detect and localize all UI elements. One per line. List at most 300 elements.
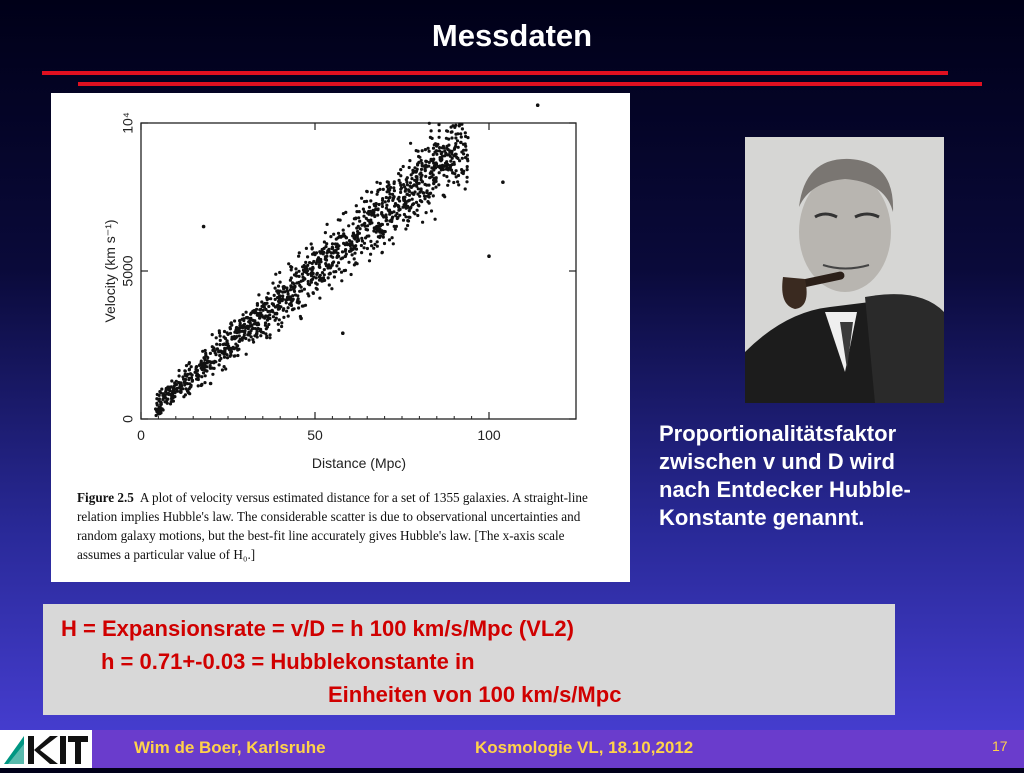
data-point xyxy=(273,294,276,297)
data-point xyxy=(282,285,285,288)
y-tick-label: 5000 xyxy=(119,255,136,287)
data-point xyxy=(345,253,348,256)
data-point xyxy=(303,288,306,291)
data-point xyxy=(290,266,293,269)
data-point xyxy=(380,231,383,234)
data-point xyxy=(326,223,329,226)
data-point xyxy=(187,378,190,381)
data-point xyxy=(432,181,435,184)
data-point xyxy=(202,225,206,229)
data-point xyxy=(280,321,283,324)
data-point xyxy=(421,221,424,224)
data-point xyxy=(342,232,345,235)
data-point xyxy=(329,272,332,275)
data-point xyxy=(325,242,328,245)
data-point xyxy=(363,222,366,225)
data-point xyxy=(344,243,347,246)
data-point xyxy=(338,268,341,271)
data-point xyxy=(412,184,415,187)
data-point xyxy=(255,330,258,333)
data-point xyxy=(305,247,308,250)
data-point xyxy=(356,235,359,238)
data-point xyxy=(233,347,236,350)
data-point xyxy=(378,203,381,206)
data-point xyxy=(211,333,214,336)
data-point xyxy=(238,340,241,343)
data-point xyxy=(397,204,400,207)
data-point xyxy=(369,199,372,202)
data-point xyxy=(415,149,418,152)
data-point xyxy=(334,251,337,254)
data-point xyxy=(218,359,221,362)
data-point xyxy=(442,174,445,177)
data-point xyxy=(302,279,305,282)
data-point xyxy=(211,345,214,348)
data-point xyxy=(245,353,248,356)
data-point xyxy=(168,389,171,392)
data-point xyxy=(358,220,361,223)
data-point xyxy=(324,262,327,265)
data-point xyxy=(342,229,345,232)
data-point xyxy=(179,381,182,384)
data-point xyxy=(281,294,284,297)
data-point xyxy=(172,395,175,398)
data-point xyxy=(331,246,334,249)
data-point xyxy=(408,159,411,162)
data-point xyxy=(385,196,388,199)
data-point xyxy=(355,210,358,213)
data-point xyxy=(230,321,233,324)
data-point xyxy=(402,165,405,168)
data-point xyxy=(284,298,287,301)
data-point xyxy=(301,276,304,279)
data-point xyxy=(406,206,409,209)
data-point xyxy=(282,307,285,310)
data-point xyxy=(451,171,454,174)
data-point xyxy=(340,279,343,282)
data-point xyxy=(452,181,455,184)
data-point xyxy=(281,291,284,294)
data-point xyxy=(297,270,300,273)
data-point xyxy=(464,142,467,145)
data-point xyxy=(408,216,411,219)
data-point xyxy=(265,335,268,338)
data-point xyxy=(332,260,335,263)
data-point xyxy=(464,187,467,190)
data-point xyxy=(209,382,213,386)
data-point xyxy=(456,180,459,183)
data-point xyxy=(421,180,424,183)
data-point xyxy=(226,342,229,345)
data-point xyxy=(217,350,220,353)
data-point xyxy=(394,228,397,231)
data-point xyxy=(415,201,418,204)
data-point xyxy=(381,214,384,217)
data-point xyxy=(420,159,423,162)
data-point xyxy=(226,333,229,336)
data-point xyxy=(181,387,184,390)
data-point xyxy=(424,164,427,167)
data-point xyxy=(442,168,445,171)
data-point xyxy=(409,142,412,145)
data-point xyxy=(218,363,221,366)
data-point xyxy=(360,244,363,247)
data-point xyxy=(420,174,423,177)
data-point xyxy=(275,305,278,308)
data-point xyxy=(447,167,450,170)
data-point xyxy=(184,373,187,376)
data-point xyxy=(246,316,249,319)
photo-portrait-icon xyxy=(745,137,944,403)
data-point xyxy=(214,353,217,356)
data-point xyxy=(403,205,406,208)
data-point xyxy=(536,103,540,107)
data-point xyxy=(464,131,467,134)
data-point xyxy=(428,195,431,198)
formula-line-3: Einheiten von 100 km/s/Mpc xyxy=(328,682,622,707)
data-point xyxy=(178,369,181,372)
data-point xyxy=(278,318,281,321)
data-point xyxy=(336,236,339,239)
data-point xyxy=(423,197,426,200)
data-point xyxy=(407,189,410,192)
data-point xyxy=(287,292,290,295)
data-point xyxy=(259,328,262,331)
data-point xyxy=(203,365,206,368)
data-point xyxy=(306,264,309,267)
data-point xyxy=(279,281,282,284)
data-point xyxy=(409,181,412,184)
data-point xyxy=(254,321,257,324)
data-point xyxy=(272,315,275,318)
data-point xyxy=(256,302,259,305)
data-point xyxy=(449,160,452,163)
data-point xyxy=(218,354,221,357)
data-point xyxy=(428,150,431,153)
data-point xyxy=(315,287,318,290)
data-point xyxy=(443,149,446,152)
data-point xyxy=(204,374,207,377)
data-point xyxy=(413,166,416,169)
data-point xyxy=(229,351,232,354)
data-point xyxy=(460,168,463,171)
footer-author: Wim de Boer, Karlsruhe xyxy=(134,738,326,757)
data-point xyxy=(434,186,437,189)
data-point xyxy=(236,344,239,347)
data-point xyxy=(238,319,241,322)
data-point xyxy=(228,348,231,351)
data-point xyxy=(432,147,435,150)
data-point xyxy=(411,169,414,172)
data-point xyxy=(274,319,277,322)
data-point xyxy=(255,308,258,311)
data-point xyxy=(392,242,395,245)
data-point xyxy=(457,183,460,186)
data-point xyxy=(242,317,245,320)
data-point xyxy=(285,301,288,304)
footer-course: Kosmologie VL, 18.10,2012 xyxy=(475,738,694,757)
data-point xyxy=(311,247,314,250)
data-point xyxy=(352,233,355,236)
data-point xyxy=(154,407,157,410)
data-point xyxy=(450,126,453,129)
data-point xyxy=(287,306,290,309)
data-point xyxy=(360,237,363,240)
data-point xyxy=(329,235,332,238)
data-point xyxy=(184,370,187,373)
data-point xyxy=(195,366,198,369)
data-point xyxy=(243,323,246,326)
data-point xyxy=(375,181,378,184)
data-point xyxy=(424,175,427,178)
data-point xyxy=(387,199,390,202)
data-point xyxy=(368,206,371,209)
data-point xyxy=(386,190,389,193)
formula-line-1: H = Expansionsrate = v/D = h 100 km/s/Mpc (VL2) xyxy=(61,616,574,641)
data-point xyxy=(389,196,392,199)
data-point xyxy=(454,136,457,139)
data-point xyxy=(416,209,419,212)
data-point xyxy=(368,259,371,262)
data-point xyxy=(369,240,372,243)
data-point xyxy=(439,159,442,162)
data-point xyxy=(306,292,309,295)
data-point xyxy=(304,261,307,264)
data-point xyxy=(390,218,393,221)
data-point xyxy=(341,256,344,259)
data-point xyxy=(287,262,290,265)
data-point xyxy=(316,283,319,286)
data-point xyxy=(426,200,429,203)
data-point xyxy=(438,146,441,149)
data-point xyxy=(405,200,408,203)
data-point xyxy=(397,197,400,200)
data-point xyxy=(311,269,314,272)
data-point xyxy=(339,219,342,222)
data-point xyxy=(434,218,437,221)
data-point xyxy=(365,190,368,193)
data-point xyxy=(452,161,455,164)
data-point xyxy=(399,188,402,191)
data-point xyxy=(271,282,274,285)
data-point xyxy=(438,171,441,174)
data-point xyxy=(259,334,262,337)
data-point xyxy=(278,271,281,274)
data-point xyxy=(402,219,405,222)
data-point xyxy=(173,387,176,390)
data-point xyxy=(424,168,427,171)
data-point xyxy=(393,189,396,192)
data-point xyxy=(429,136,432,139)
data-point xyxy=(456,132,459,135)
data-point xyxy=(203,381,206,384)
data-point xyxy=(326,266,329,269)
data-point xyxy=(184,378,187,381)
hubble-figure xyxy=(51,93,630,582)
data-point xyxy=(399,191,402,194)
data-point xyxy=(398,179,401,182)
data-point xyxy=(429,192,432,195)
data-point xyxy=(282,316,285,319)
data-point xyxy=(341,331,345,335)
data-point xyxy=(455,169,458,172)
data-point xyxy=(377,225,380,228)
data-point xyxy=(438,129,441,132)
data-point xyxy=(403,213,406,216)
data-point xyxy=(459,141,462,144)
data-point xyxy=(433,162,436,165)
data-point xyxy=(437,183,440,186)
data-point xyxy=(450,130,453,133)
data-point xyxy=(382,188,385,191)
data-point xyxy=(426,189,429,192)
data-point xyxy=(367,234,370,237)
data-point xyxy=(386,223,389,226)
data-point xyxy=(268,317,271,320)
data-point xyxy=(376,214,379,217)
data-point xyxy=(219,339,222,342)
data-point xyxy=(200,360,203,363)
data-point xyxy=(277,329,280,332)
data-point xyxy=(327,248,330,251)
data-point xyxy=(337,261,340,264)
data-point xyxy=(363,210,366,213)
data-point xyxy=(410,173,413,176)
data-point xyxy=(353,252,356,255)
data-point xyxy=(245,311,248,314)
data-point xyxy=(451,157,454,160)
data-point xyxy=(323,273,326,276)
data-point xyxy=(385,216,388,219)
data-point xyxy=(354,217,357,220)
data-point xyxy=(366,224,369,227)
data-point xyxy=(263,302,266,305)
x-tick-label: 0 xyxy=(137,427,145,443)
data-point xyxy=(441,146,444,149)
data-point xyxy=(410,177,413,180)
data-point xyxy=(417,204,420,207)
data-point xyxy=(373,243,376,246)
data-point xyxy=(445,145,448,148)
data-point xyxy=(379,182,382,185)
data-point xyxy=(359,227,362,230)
data-point xyxy=(450,169,453,172)
data-point xyxy=(300,289,303,292)
data-point xyxy=(158,397,161,400)
data-point xyxy=(428,161,431,164)
data-point xyxy=(236,327,239,330)
data-point xyxy=(311,253,314,256)
data-point xyxy=(353,236,356,239)
data-point xyxy=(219,334,222,337)
data-point xyxy=(394,214,397,217)
data-point xyxy=(377,189,380,192)
data-point xyxy=(351,253,354,256)
data-point xyxy=(411,198,414,201)
data-point xyxy=(385,219,388,222)
data-point xyxy=(191,379,194,382)
data-point xyxy=(352,222,355,225)
data-point xyxy=(423,195,426,198)
data-point xyxy=(230,338,233,341)
data-point xyxy=(350,273,353,276)
data-point xyxy=(420,168,423,171)
data-point xyxy=(319,277,322,280)
data-point xyxy=(312,275,315,278)
formula-line-2: h = 0.71+-0.03 = Hubblekonstante in xyxy=(101,649,475,674)
data-point xyxy=(418,195,421,198)
data-point xyxy=(236,354,239,357)
data-point xyxy=(194,371,197,374)
data-point xyxy=(355,227,358,230)
x-tick-label: 100 xyxy=(477,427,501,443)
kit-logo-icon xyxy=(0,730,92,768)
data-point xyxy=(240,330,243,333)
data-point xyxy=(293,273,296,276)
formula-box xyxy=(43,604,895,715)
data-point xyxy=(387,209,390,212)
data-point xyxy=(286,289,289,292)
data-point xyxy=(357,216,360,219)
data-point xyxy=(453,126,456,129)
data-point xyxy=(242,313,245,316)
data-point xyxy=(335,256,338,259)
data-point xyxy=(379,234,382,237)
data-point xyxy=(368,220,371,223)
data-point xyxy=(393,180,396,183)
slide-title: Messdaten xyxy=(431,18,593,53)
data-point xyxy=(384,230,387,233)
data-point xyxy=(297,281,300,284)
data-point xyxy=(457,174,460,177)
hubble-scatter-chart xyxy=(51,93,630,483)
data-point xyxy=(294,293,297,296)
data-point xyxy=(487,254,491,258)
data-point xyxy=(324,255,327,258)
data-point xyxy=(424,148,427,151)
data-point xyxy=(337,232,340,235)
data-point xyxy=(321,248,324,251)
data-point xyxy=(261,315,264,318)
data-point xyxy=(298,284,301,287)
data-point xyxy=(249,319,252,322)
data-point xyxy=(188,387,191,390)
title-rule-bottom xyxy=(78,82,982,86)
data-point xyxy=(460,123,463,126)
data-point xyxy=(347,261,350,264)
data-point xyxy=(169,402,172,405)
data-point xyxy=(267,292,270,295)
data-point xyxy=(257,314,260,317)
data-point xyxy=(257,293,260,296)
data-point xyxy=(407,219,410,222)
y-axis-label: Velocity (km s⁻¹) xyxy=(102,219,118,323)
data-point xyxy=(427,165,430,168)
data-point xyxy=(291,308,294,311)
data-point xyxy=(238,334,241,337)
data-point xyxy=(274,312,277,315)
data-point xyxy=(352,248,355,251)
data-point xyxy=(464,156,467,159)
data-point xyxy=(334,242,337,245)
data-point xyxy=(462,172,465,175)
data-point xyxy=(344,211,347,214)
data-point xyxy=(218,343,221,346)
data-point xyxy=(235,331,238,334)
data-point xyxy=(388,192,391,195)
data-point xyxy=(280,325,283,328)
data-point xyxy=(206,356,209,359)
